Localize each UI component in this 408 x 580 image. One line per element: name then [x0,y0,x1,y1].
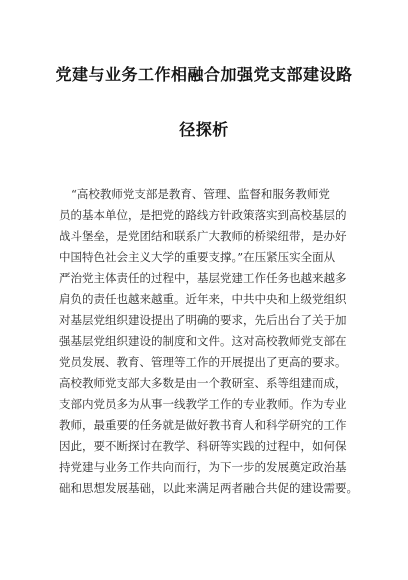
body-line-4: 中国特色社会主义大学的重要支撑。”在压紧压实全面从 [59,250,336,264]
body-line-13: 因此，要不断探讨在教学、科研等实践的过程中，如何保 [59,439,347,453]
body-line-15: 础和思想发展基础，以此来满足两者融合共促的建设需要。 [59,481,358,495]
body-line-11: 支部内党员多为从事一线教学工作的专业教师。作为专业 [59,397,347,411]
document-title-line-2: 径探析 [179,120,229,139]
body-line-3: 战斗堡垒，是党团结和联系广大教师的桥梁纽带，是办好 [59,229,347,243]
body-line-14: 持党建与业务工作共向而行，为下一步的发展奠定政治基 [59,460,347,474]
body-line-7: 对基层党组织建设提出了明确的要求，先后出台了关于加 [59,313,347,327]
body-line-9: 党员发展、教育、管理等工作的开展提出了更高的要求。 [59,355,347,369]
body-line-8: 强基层党组织建设的制度和文件。这对高校教师党支部在 [59,334,347,348]
body-line-6: 肩负的责任也越来越重。近年来，中共中央和上级党组织 [59,292,347,306]
document-title-line-1: 党建与业务工作相融合加强党支部建设路 [55,65,353,84]
body-line-2: 员的基本单位，是把党的路线方针政策落实到高校基层的 [59,208,347,222]
body-line-10: 高校教师党支部大多数是由一个教研室、系等组建而成， [59,376,347,390]
body-line-12: 教师，最重要的任务就是做好教书育人和科学研究的工作 [59,418,347,432]
body-line-1: “高校教师党支部是教育、管理、监督和服务教师党 [71,187,330,201]
body-line-5: 严治党主体责任的过程中，基层党建工作任务也越来越多 [59,271,347,285]
